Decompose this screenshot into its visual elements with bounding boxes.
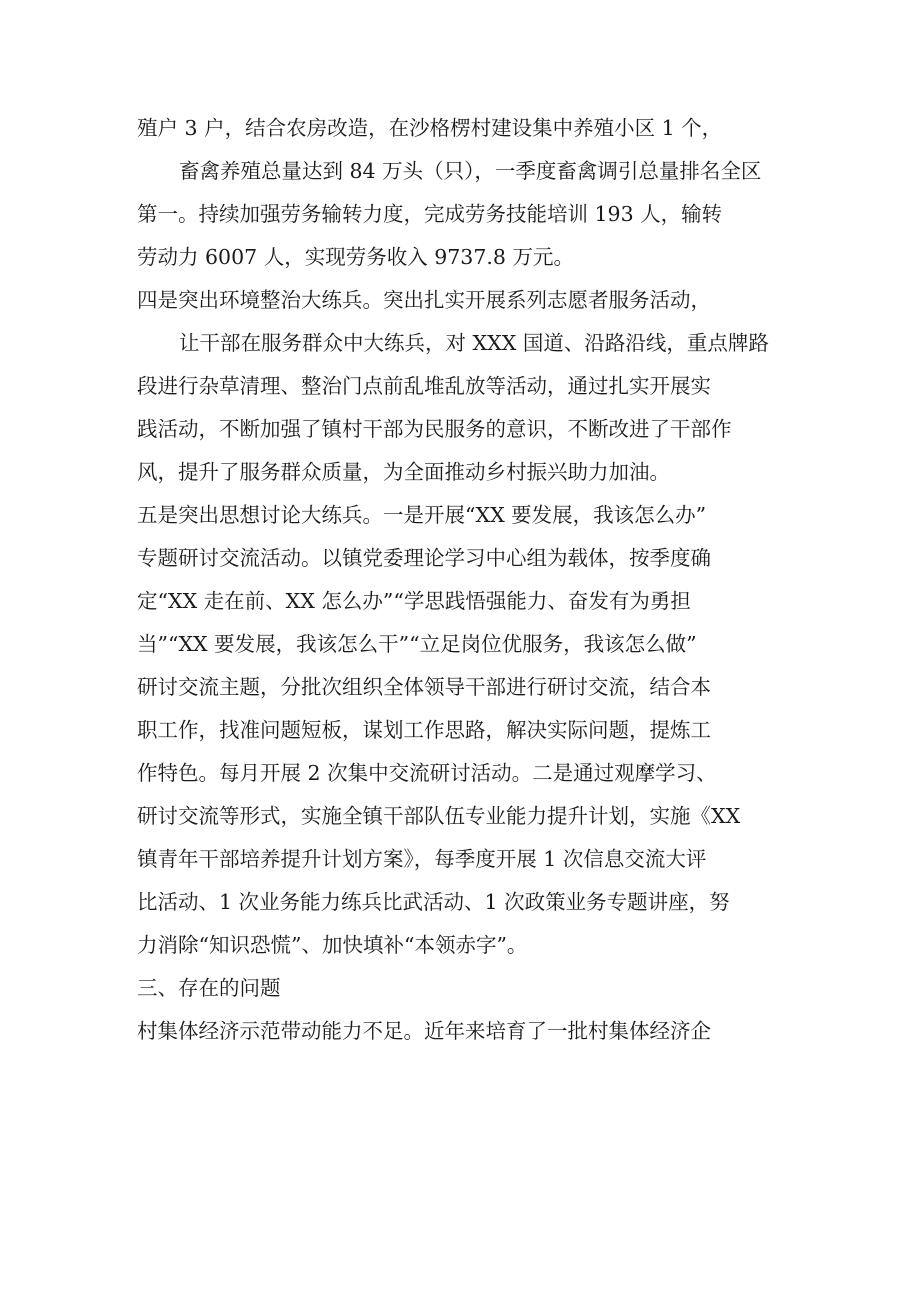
paragraph-line: 劳动力 6007 人，实现劳务收入 9737.8 万元。 <box>137 245 574 269</box>
paragraph-line: 定“XX 走在前、XX 怎么办”“学思践悟强能力、奋发有为勇担 <box>137 589 691 613</box>
section-heading: 三、存在的问题 <box>137 976 281 1000</box>
paragraph-line: 研讨交流主题，分批次组织全体领导干部进行研讨交流，结合本 <box>137 675 711 699</box>
paragraph-line: 殖户 3 户，结合农房改造，在沙格楞村建设集中养殖小区 1 个， <box>137 116 723 140</box>
paragraph-line: 第一。持续加强劳务输转力度，完成劳务技能培训 193 人，输转 <box>137 202 723 226</box>
paragraph-line: 专题研讨交流活动。以镇党委理论学习中心组为载体，按季度确 <box>137 546 711 570</box>
paragraph-line: 风，提升了服务群众质量，为全面推动乡村振兴助力加油。 <box>137 460 670 484</box>
paragraph-line: 当”“XX 要发展，我该怎么干”“立足岗位优服务，我该怎么做” <box>137 632 697 656</box>
paragraph-line: 畜禽养殖总量达到 84 万头（只），一季度畜禽调引总量排名全区 <box>179 159 762 183</box>
paragraph-line: 比活动、1 次业务能力练兵比武活动、1 次政策业务专题讲座，努 <box>137 890 730 914</box>
paragraph-line: 研讨交流等形式，实施全镇干部队伍专业能力提升计划，实施《XX <box>137 804 741 828</box>
paragraph-line: 践活动，不断加强了镇村干部为民服务的意识，不断改进了干部作 <box>137 417 732 441</box>
document-body <box>137 107 797 1053</box>
paragraph-line: 镇青年干部培养提升计划方案》，每季度开展 1 次信息交流大评 <box>137 847 707 871</box>
paragraph-line: 让干部在服务群众中大练兵，对 XXX 国道、沿路沿线，重点牌路 <box>179 331 769 355</box>
paragraph-line: 作特色。每月开展 2 次集中交流研讨活动。二是通过观摩学习、 <box>137 761 717 785</box>
paragraph-line: 五是突出思想讨论大练兵。一是开展“XX 要发展，我该怎么办” <box>137 503 707 527</box>
paragraph-line: 段进行杂草清理、整治门点前乱堆乱放等活动，通过扎实开展实 <box>137 374 711 398</box>
paragraph-line: 力消除“知识恐慌”、加快填补“本领赤字”。 <box>137 933 528 957</box>
paragraph-line: 四是突出环境整治大练兵。突出扎实开展系列志愿者服务活动， <box>137 288 711 312</box>
paragraph-line: 职工作，找准问题短板，谋划工作思路，解决实际问题，提炼工 <box>137 718 711 742</box>
paragraph-line: 村集体经济示范带动能力不足。近年来培育了一批村集体经济企 <box>137 1019 711 1043</box>
